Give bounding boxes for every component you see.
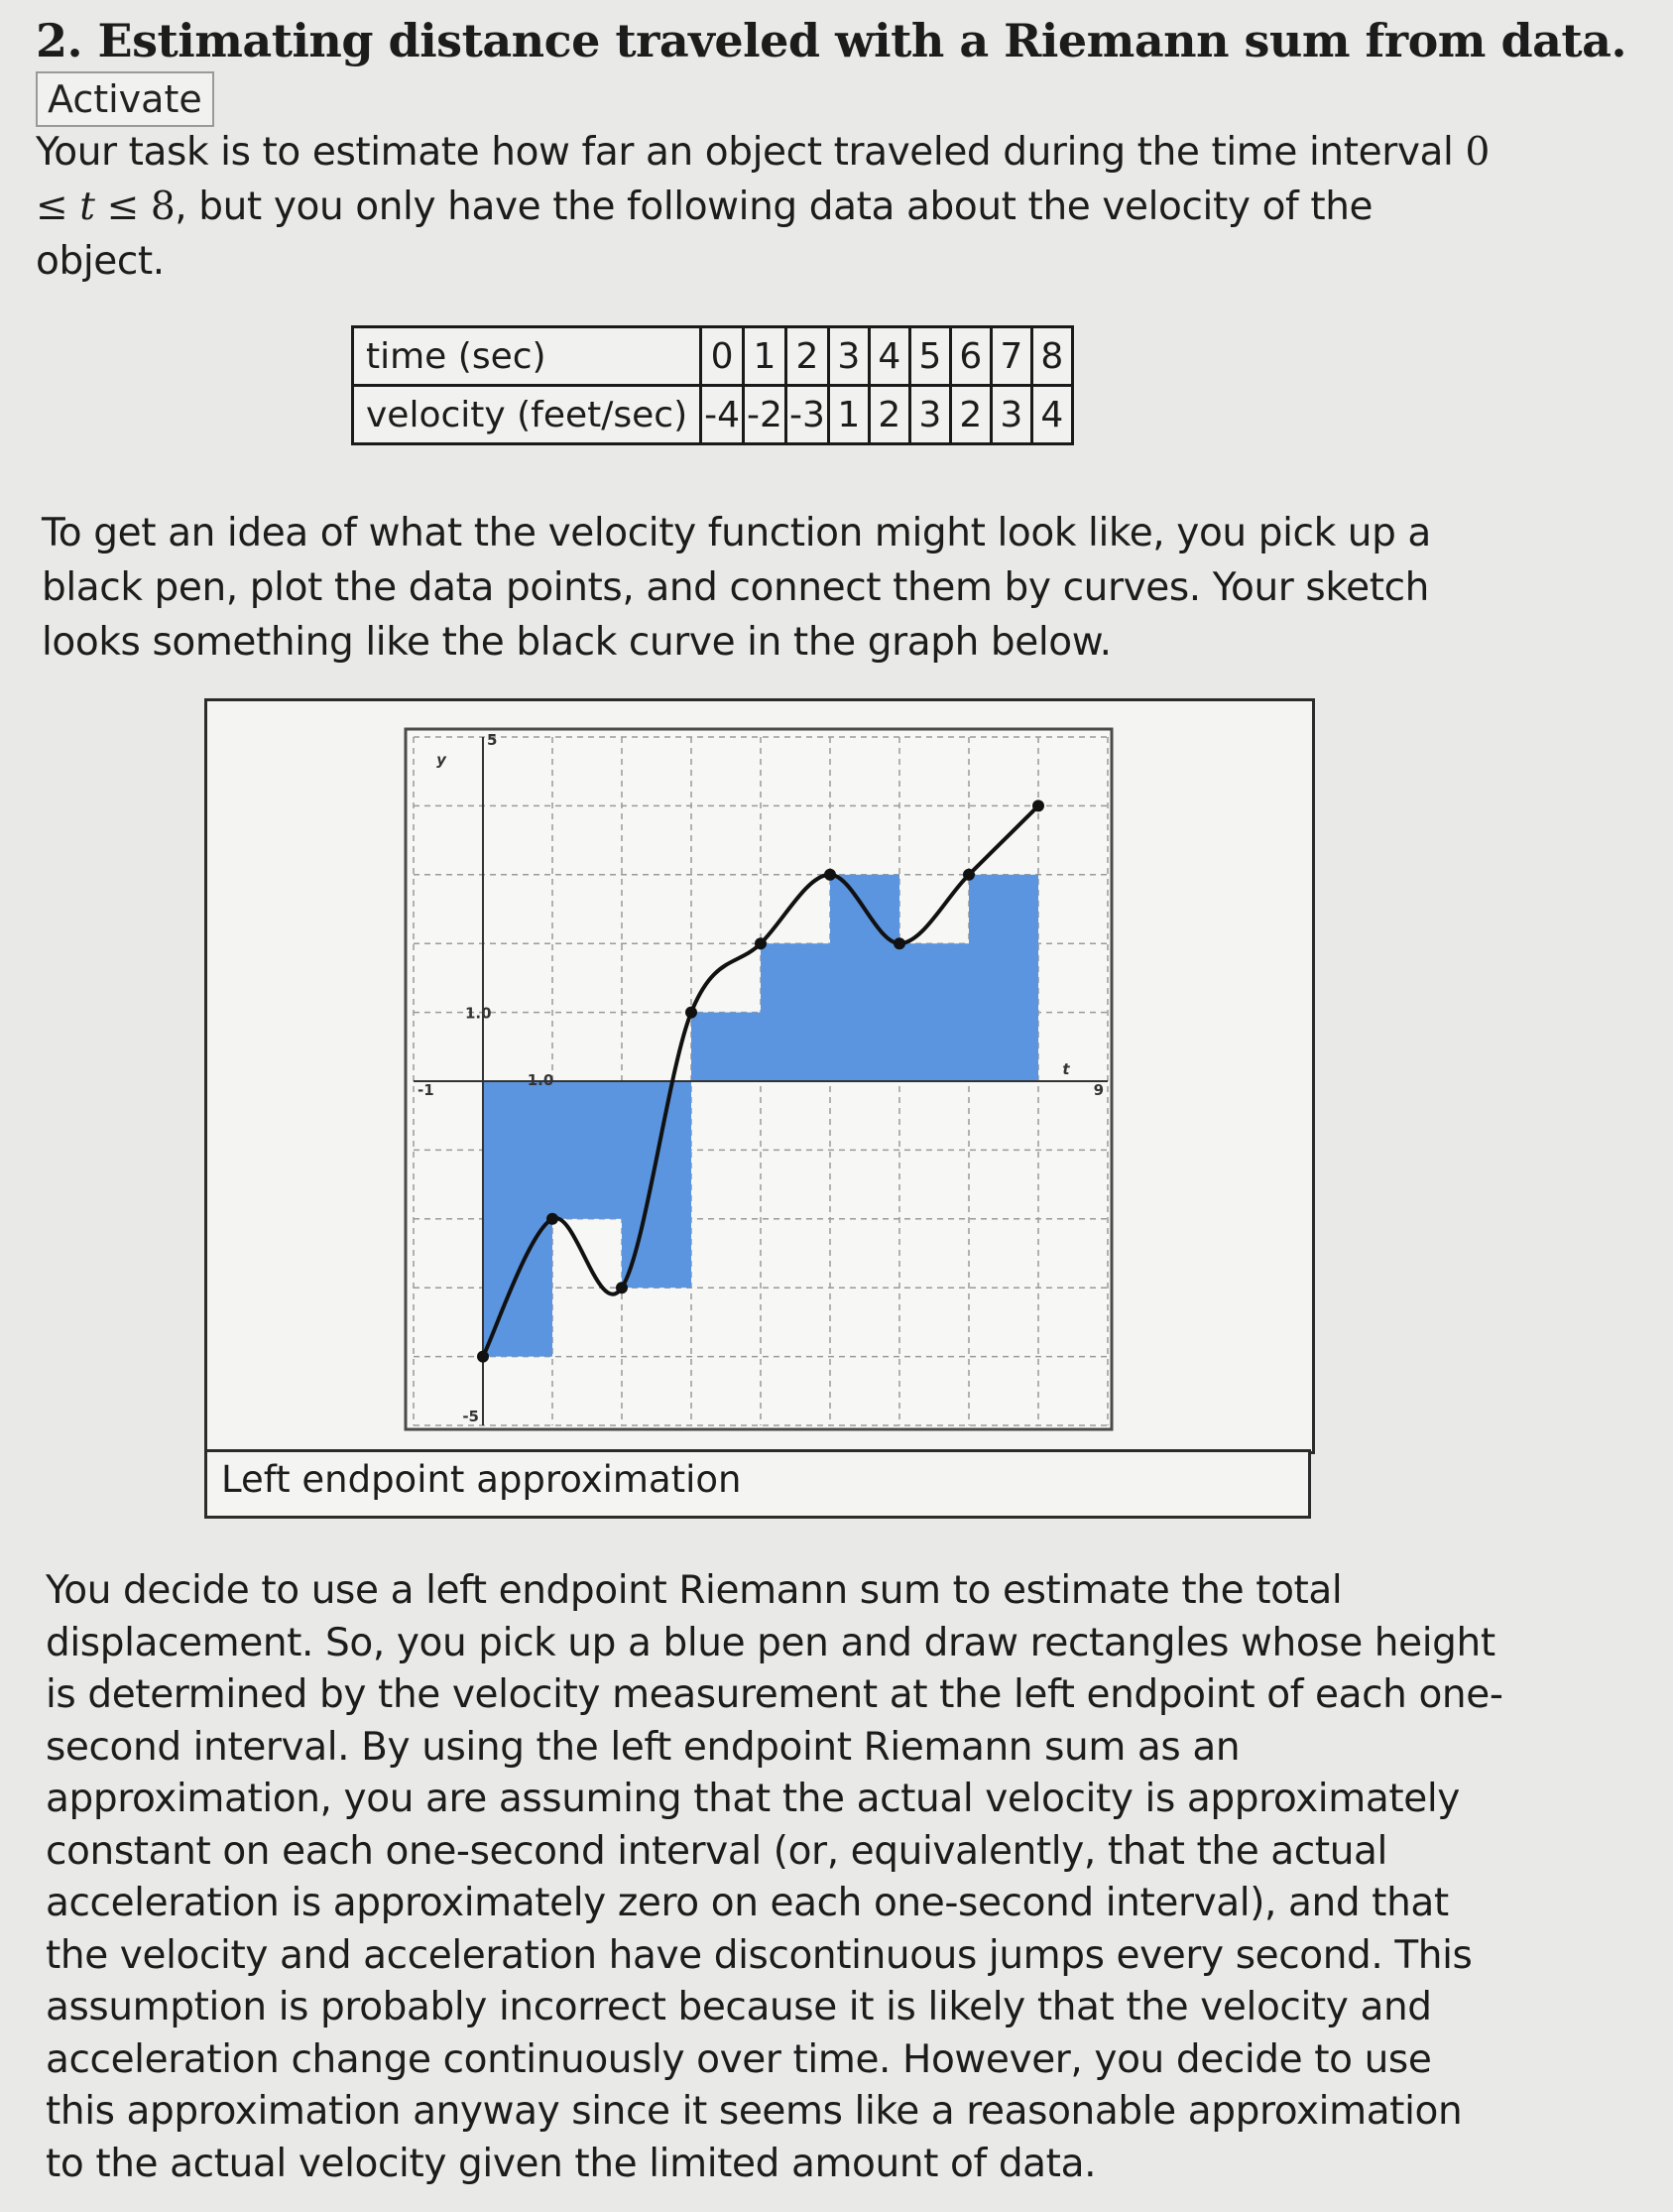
y-axis-label: y <box>436 750 446 769</box>
data-point <box>1032 799 1044 811</box>
graph-caption-box <box>204 1449 1311 1519</box>
velocity-cell: 2 <box>950 386 991 444</box>
le-symbol: ≤ <box>106 184 139 229</box>
data-point <box>477 1351 489 1363</box>
data-point <box>755 937 767 949</box>
intro-paragraph <box>36 125 1494 289</box>
problem-title: 2. Estimating distance traveled with a Riemann sum from data. <box>36 14 1626 67</box>
activate-button[interactable]: Activate <box>36 71 214 127</box>
data-point <box>963 869 975 881</box>
time-cell: 6 <box>950 327 991 386</box>
graph-frame <box>204 698 1315 1454</box>
time-cell: 8 <box>1031 327 1072 386</box>
velocity-cell: -4 <box>701 386 744 444</box>
y-unit-tick-label: 1.0 <box>465 1004 492 1023</box>
time-cell: 7 <box>991 327 1031 386</box>
time-row <box>353 327 1073 386</box>
time-cell: 5 <box>909 327 950 386</box>
velocity-graph[interactable] <box>404 727 1118 1435</box>
riemann-rectangle <box>761 943 830 1081</box>
x-min-tick-label: -1 <box>418 1081 434 1099</box>
velocity-cell: 4 <box>1031 386 1072 444</box>
time-header: time (sec) <box>353 327 701 386</box>
time-cell: 3 <box>828 327 869 386</box>
time-cell: 1 <box>744 327 786 386</box>
data-point <box>616 1282 628 1293</box>
time-variable: t <box>79 184 95 229</box>
interval-upper: 8 <box>150 184 176 229</box>
velocity-header: velocity (feet/sec) <box>353 386 701 444</box>
time-cell: 0 <box>701 327 744 386</box>
y-max-tick-label: 5 <box>487 731 498 749</box>
velocity-cell: 3 <box>909 386 950 444</box>
data-point <box>685 1007 697 1019</box>
velocity-data-table <box>351 325 1074 445</box>
intro-text-end: , but you only have the following data about the velocity of the object. <box>36 184 1374 284</box>
intro-text-start: Your task is to estimate how far an object traveled during the time interval <box>36 130 1466 175</box>
velocity-cell: 2 <box>869 386 909 444</box>
riemann-rectangle <box>483 1081 552 1357</box>
time-cell: 4 <box>869 327 909 386</box>
velocity-row <box>353 386 1073 444</box>
data-point <box>824 869 836 881</box>
time-cell: 2 <box>785 327 828 386</box>
riemann-rectangle <box>969 875 1038 1081</box>
riemann-rectangle <box>552 1081 622 1219</box>
x-max-tick-label: 9 <box>1093 1081 1104 1099</box>
velocity-cell: -3 <box>785 386 828 444</box>
data-point <box>546 1213 558 1225</box>
velocity-cell: 3 <box>991 386 1031 444</box>
interval-lower: 0 <box>1465 130 1490 175</box>
velocity-cell: -2 <box>744 386 786 444</box>
y-min-tick-label: -5 <box>462 1408 479 1425</box>
graph-caption: Left endpoint approximation <box>221 1458 742 1501</box>
x-unit-tick-label: 1.0 <box>527 1071 554 1089</box>
data-point <box>894 937 905 949</box>
x-axis-label: t <box>1062 1060 1070 1079</box>
le-symbol: ≤ <box>36 184 68 229</box>
riemann-rectangle <box>691 1013 761 1081</box>
riemann-rectangle <box>899 943 969 1081</box>
sketch-paragraph: To get an idea of what the velocity function might look like, you pick up a black pen, plot the data points, and connect them by curves. Your sketch looks something like the black curve in the graph below. <box>42 511 1431 665</box>
riemann-paragraph: You decide to use a left endpoint Riemann sum to estimate the total displacement. So, you pick up a blue pen and draw rectangles whose height is determined by the velocity measurement at the left endpoint of each one-second interval. By using the left endpoint Riemann sum as an approximation, you are assuming that the actual velocity is approximately constant on each one-second interval (or, equivalently, that the actual acceleration is approximately zero on each one-second interval), and that the velocity and acceleration have discontinuous jumps every second. This assumption is probably incorrect because it is likely that the velocity and acceleration change continuously over time. However, you decide to use this approximation anyway since it seems like a reasonable approximation to the actual velocity given the limited amount of data. <box>46 1568 1503 2186</box>
velocity-cell: 1 <box>828 386 869 444</box>
